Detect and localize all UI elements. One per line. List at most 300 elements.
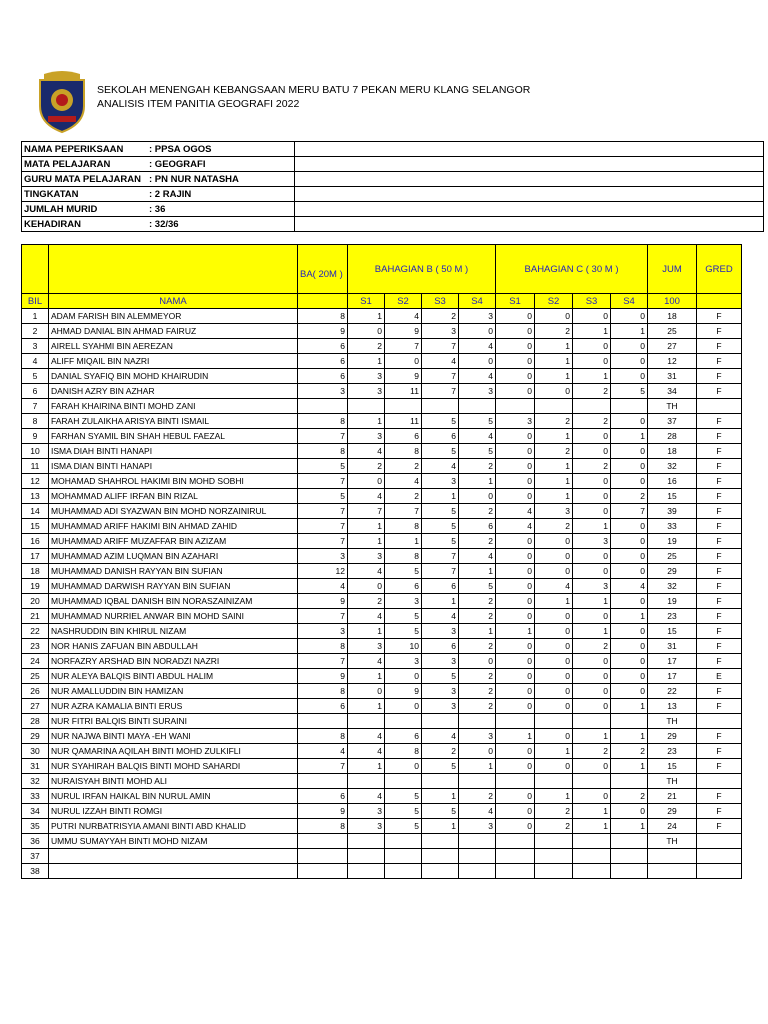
b-s2-cell: 11 (385, 414, 422, 429)
c-s4-cell: 1 (611, 729, 648, 744)
ba-cell: 6 (298, 354, 348, 369)
b-s4-cell: 2 (459, 669, 496, 684)
nama-cell (49, 849, 298, 864)
table-row (22, 774, 742, 789)
c-s2-cell: 1 (535, 459, 573, 474)
c-s4-cell: 0 (611, 414, 648, 429)
gred-cell (697, 864, 742, 879)
table-row (22, 519, 742, 534)
b-s1-cell: 1 (348, 354, 385, 369)
c-s4-cell (611, 714, 648, 729)
c-s2-cell: 2 (535, 414, 573, 429)
bil-cell: 15 (22, 519, 49, 534)
b-s1-cell: 0 (348, 474, 385, 489)
c-s4-cell: 0 (611, 804, 648, 819)
gred-cell (697, 714, 742, 729)
jum-cell: TH (648, 714, 697, 729)
c-s4-cell: 0 (611, 339, 648, 354)
jum-cell: 31 (648, 639, 697, 654)
b-s1-cell: 4 (348, 564, 385, 579)
jum-cell: 32 (648, 579, 697, 594)
b-s2-cell: 10 (385, 639, 422, 654)
c-s2-cell: 3 (535, 504, 573, 519)
nama-cell: NURUL IRFAN HAIKAL BIN NURUL AMIN (49, 789, 298, 804)
attendance-label: KEHADIRAN (24, 218, 81, 230)
jum-cell: 28 (648, 429, 697, 444)
c-s4-header: S4 (611, 294, 648, 309)
b-s4-cell (459, 399, 496, 414)
table-row (22, 399, 742, 414)
b-s1-cell: 4 (348, 444, 385, 459)
bil-cell: 19 (22, 579, 49, 594)
c-s2-cell: 2 (535, 324, 573, 339)
b-s2-cell: 8 (385, 744, 422, 759)
bil-cell: 4 (22, 354, 49, 369)
c-s1-cell: 0 (496, 309, 535, 324)
jum-cell: 17 (648, 654, 697, 669)
nama-header: NAMA (49, 294, 298, 309)
b-s4-cell: 0 (459, 654, 496, 669)
ba-cell: 9 (298, 804, 348, 819)
bil-cell: 1 (22, 309, 49, 324)
b-s1-cell: 4 (348, 654, 385, 669)
jum-cell: 29 (648, 564, 697, 579)
b-s2-cell: 0 (385, 354, 422, 369)
c-s2-cell: 1 (535, 429, 573, 444)
nama-cell: ADAM FARISH BIN ALEMMEYOR (49, 309, 298, 324)
nama-cell: NUR FITRI BALQIS BINTI SURAINI (49, 714, 298, 729)
c-s1-cell: 0 (496, 384, 535, 399)
ba-cell: 7 (298, 759, 348, 774)
c-s2-cell: 0 (535, 534, 573, 549)
b-s1-cell: 4 (348, 609, 385, 624)
b-s3-cell: 6 (422, 579, 459, 594)
b-s3-cell: 7 (422, 564, 459, 579)
table-row (22, 489, 742, 504)
c-s3-cell: 0 (573, 669, 611, 684)
b-s4-cell (459, 714, 496, 729)
nama-cell: FARAH KHAIRINA BINTI MOHD ZANI (49, 399, 298, 414)
ba-cell (298, 714, 348, 729)
c-s2-cell: 2 (535, 444, 573, 459)
ba-cell: 7 (298, 654, 348, 669)
ba-header: BA( 20M ) (298, 245, 348, 294)
b-s1-cell: 3 (348, 804, 385, 819)
c-s1-cell: 0 (496, 459, 535, 474)
b-s1-cell: 3 (348, 819, 385, 834)
b-s3-cell: 3 (422, 654, 459, 669)
b-s1-cell (348, 714, 385, 729)
c-s3-cell: 1 (573, 624, 611, 639)
c-s1-cell (496, 849, 535, 864)
gred-cell: F (697, 684, 742, 699)
gred-cell: F (697, 549, 742, 564)
c-s4-cell: 1 (611, 699, 648, 714)
table-row (22, 699, 742, 714)
c-s2-cell: 0 (535, 549, 573, 564)
b-s3-cell: 1 (422, 789, 459, 804)
bil-cell: 27 (22, 699, 49, 714)
jum-cell: 21 (648, 789, 697, 804)
c-s1-cell: 0 (496, 534, 535, 549)
c-s2-cell: 0 (535, 684, 573, 699)
bil-cell: 16 (22, 534, 49, 549)
b-s3-cell (422, 864, 459, 879)
bil-cell: 20 (22, 594, 49, 609)
gred-cell: F (697, 459, 742, 474)
b-s1-cell (348, 849, 385, 864)
jum-cell: 25 (648, 549, 697, 564)
c-s2-cell: 0 (535, 729, 573, 744)
jum-cell: 32 (648, 459, 697, 474)
c-s2-cell: 1 (535, 474, 573, 489)
b-s4-cell: 2 (459, 534, 496, 549)
nama-cell: NORFAZRY ARSHAD BIN NORADZI NAZRI (49, 654, 298, 669)
class-value: : 2 RAJIN (149, 188, 192, 200)
c-s2-cell: 0 (535, 384, 573, 399)
ba-cell: 7 (298, 609, 348, 624)
jum-cell: 37 (648, 414, 697, 429)
nama-cell: NUR NAJWA BINTI MAYA -EH WANI (49, 729, 298, 744)
b-s3-cell: 4 (422, 459, 459, 474)
c-s3-cell: 1 (573, 804, 611, 819)
b-s1-cell: 1 (348, 624, 385, 639)
b-s2-cell (385, 849, 422, 864)
ba-cell: 8 (298, 414, 348, 429)
nama-cell: FARAH ZULAIKHA ARISYA BINTI ISMAIL (49, 414, 298, 429)
c-s4-cell: 0 (611, 459, 648, 474)
table-row (22, 654, 742, 669)
b-s4-cell: 3 (459, 819, 496, 834)
b-s4-cell: 0 (459, 354, 496, 369)
nama-cell: ISMA DIAH BINTI HANAPI (49, 444, 298, 459)
gred-header: GRED (697, 245, 742, 294)
c-s4-cell: 0 (611, 309, 648, 324)
gred-cell: F (697, 744, 742, 759)
ba-cell: 6 (298, 339, 348, 354)
exam-info-table (21, 141, 764, 232)
c-s1-cell: 0 (496, 684, 535, 699)
c-s4-cell: 0 (611, 354, 648, 369)
jum-cell: 15 (648, 489, 697, 504)
c-s2-cell (535, 714, 573, 729)
ba-cell: 6 (298, 699, 348, 714)
c-s3-cell: 0 (573, 684, 611, 699)
jum-cell: TH (648, 834, 697, 849)
jum-cell: 29 (648, 804, 697, 819)
table-row (22, 744, 742, 759)
c-s4-cell: 0 (611, 684, 648, 699)
c-s1-cell: 0 (496, 369, 535, 384)
c-s3-cell: 1 (573, 324, 611, 339)
b-s3-cell (422, 834, 459, 849)
b-s2-cell: 6 (385, 729, 422, 744)
c-s3-cell: 2 (573, 459, 611, 474)
c-s4-cell: 1 (611, 819, 648, 834)
b-s3-cell: 3 (422, 474, 459, 489)
c-s2-cell: 4 (535, 579, 573, 594)
jum-header: JUM (648, 245, 697, 294)
student-count-label: JUMLAH MURID (24, 203, 98, 215)
gred-cell: F (697, 324, 742, 339)
b-s1-cell: 1 (348, 699, 385, 714)
c-s3-cell: 0 (573, 444, 611, 459)
b-s4-cell: 5 (459, 414, 496, 429)
c-s2-cell: 0 (535, 564, 573, 579)
c-s2-cell: 1 (535, 339, 573, 354)
b-s3-cell: 3 (422, 624, 459, 639)
c-s3-cell: 0 (573, 309, 611, 324)
ba-cell: 8 (298, 309, 348, 324)
b-s1-cell: 2 (348, 459, 385, 474)
bil-cell: 30 (22, 744, 49, 759)
jum-cell: 31 (648, 369, 697, 384)
c-s2-cell: 0 (535, 639, 573, 654)
nama-cell: MUHAMMAD DARWISH RAYYAN BIN SUFIAN (49, 579, 298, 594)
bil-cell: 13 (22, 489, 49, 504)
c-s1-cell: 0 (496, 324, 535, 339)
jum-cell: 23 (648, 609, 697, 624)
b-s4-cell: 4 (459, 339, 496, 354)
bil-cell: 21 (22, 609, 49, 624)
nama-cell: MUHAMMAD ADI SYAZWAN BIN MOHD NORZAINIRUL (49, 504, 298, 519)
bil-cell: 6 (22, 384, 49, 399)
b-s3-cell: 3 (422, 699, 459, 714)
b-s2-cell: 5 (385, 819, 422, 834)
b-s4-cell: 2 (459, 699, 496, 714)
c-s3-cell: 0 (573, 474, 611, 489)
b-s2-cell: 9 (385, 684, 422, 699)
bil-cell: 14 (22, 504, 49, 519)
table-row (22, 564, 742, 579)
b-s1-cell: 0 (348, 324, 385, 339)
table-row (22, 669, 742, 684)
c-s1-cell: 0 (496, 489, 535, 504)
b-s4-cell: 4 (459, 429, 496, 444)
gred-cell: F (697, 699, 742, 714)
c-s1-cell: 0 (496, 744, 535, 759)
b-s1-cell (348, 864, 385, 879)
c-s3-header: S3 (573, 294, 611, 309)
ba-cell: 8 (298, 819, 348, 834)
gred-cell: F (697, 504, 742, 519)
nama-cell: FARHAN SYAMIL BIN SHAH HEBUL FAEZAL (49, 429, 298, 444)
gred-cell: F (697, 579, 742, 594)
table-row (22, 444, 742, 459)
c-s3-cell (573, 774, 611, 789)
student-count-value: : 36 (149, 203, 166, 215)
bil-cell: 10 (22, 444, 49, 459)
table-row (22, 609, 742, 624)
nama-cell: MOHAMAD SHAHROL HAKIMI BIN MOHD SOBHI (49, 474, 298, 489)
table-row (22, 369, 742, 384)
c-s3-cell: 1 (573, 729, 611, 744)
subject-value: : GEOGRAFI (149, 158, 206, 170)
table-row (22, 354, 742, 369)
c-s3-cell: 0 (573, 504, 611, 519)
nama-cell: NURAISYAH BINTI MOHD ALI (49, 774, 298, 789)
b-s2-cell: 2 (385, 459, 422, 474)
jum-cell: 12 (648, 354, 697, 369)
b-s4-cell: 1 (459, 564, 496, 579)
c-s1-cell (496, 864, 535, 879)
table-row (22, 309, 742, 324)
c-s3-cell (573, 399, 611, 414)
c-s3-cell: 1 (573, 819, 611, 834)
ba-cell: 7 (298, 429, 348, 444)
gred-cell: F (697, 474, 742, 489)
ba-cell: 4 (298, 579, 348, 594)
c-s3-cell (573, 834, 611, 849)
b-s3-cell: 7 (422, 549, 459, 564)
total-marks-header: 100 (648, 294, 697, 309)
c-s3-cell: 0 (573, 699, 611, 714)
b-s4-cell: 6 (459, 519, 496, 534)
c-s1-cell (496, 774, 535, 789)
table-row (22, 714, 742, 729)
jum-cell: 16 (648, 474, 697, 489)
bil-cell: 26 (22, 684, 49, 699)
b-s4-cell: 2 (459, 609, 496, 624)
b-s2-cell: 8 (385, 549, 422, 564)
c-s2-cell: 0 (535, 309, 573, 324)
bahagian-c-header: BAHAGIAN C ( 30 M ) (496, 245, 648, 294)
jum-cell: 19 (648, 534, 697, 549)
b-s1-cell: 1 (348, 519, 385, 534)
b-s1-cell: 1 (348, 414, 385, 429)
b-s2-cell: 9 (385, 369, 422, 384)
table-row (22, 414, 742, 429)
bahagian-b-header: BAHAGIAN B ( 50 M ) (348, 245, 496, 294)
b-s2-cell: 3 (385, 654, 422, 669)
gred-cell (697, 399, 742, 414)
b-s4-cell: 3 (459, 729, 496, 744)
c-s4-cell: 0 (611, 564, 648, 579)
ba-cell: 7 (298, 474, 348, 489)
nama-cell: NUR SYAHIRAH BALQIS BINTI MOHD SAHARDI (49, 759, 298, 774)
gred-cell: F (697, 594, 742, 609)
bil-cell: 17 (22, 549, 49, 564)
ba-cell: 9 (298, 669, 348, 684)
b-s3-cell (422, 774, 459, 789)
b-s4-cell: 4 (459, 804, 496, 819)
nama-cell: MUHAMMAD AZIM LUQMAN BIN AZAHARI (49, 549, 298, 564)
b-s3-cell: 7 (422, 369, 459, 384)
b-s2-cell: 4 (385, 309, 422, 324)
c-s4-cell: 1 (611, 324, 648, 339)
b-s2-cell: 5 (385, 789, 422, 804)
b-s3-cell: 5 (422, 504, 459, 519)
c-s4-cell: 5 (611, 384, 648, 399)
c-s2-header: S2 (535, 294, 573, 309)
jum-cell: 24 (648, 819, 697, 834)
b-s4-cell: 1 (459, 474, 496, 489)
gred-cell: F (697, 624, 742, 639)
b-s2-cell: 7 (385, 339, 422, 354)
c-s2-cell: 1 (535, 354, 573, 369)
b-s1-cell: 3 (348, 369, 385, 384)
table-row (22, 324, 742, 339)
nama-cell: NOR HANIS ZAFUAN BIN ABDULLAH (49, 639, 298, 654)
b-s2-cell (385, 834, 422, 849)
b-s4-cell: 4 (459, 549, 496, 564)
gred-cell: F (697, 309, 742, 324)
b-s1-cell: 7 (348, 504, 385, 519)
b-s3-cell (422, 849, 459, 864)
c-s3-cell: 0 (573, 789, 611, 804)
b-s1-cell: 3 (348, 639, 385, 654)
c-s1-cell: 0 (496, 339, 535, 354)
c-s3-cell: 1 (573, 369, 611, 384)
ba-cell (298, 849, 348, 864)
gred-cell: F (697, 519, 742, 534)
nama-cell: MOHAMMAD ALIFF IRFAN BIN RIZAL (49, 489, 298, 504)
gred-cell (697, 834, 742, 849)
c-s2-cell: 1 (535, 744, 573, 759)
ba-cell: 5 (298, 459, 348, 474)
b-s4-header: S4 (459, 294, 496, 309)
c-s1-cell: 0 (496, 579, 535, 594)
bil-cell: 22 (22, 624, 49, 639)
c-s4-cell (611, 834, 648, 849)
gred-cell: F (697, 354, 742, 369)
c-s4-cell: 0 (611, 594, 648, 609)
gred-cell (697, 849, 742, 864)
c-s1-cell: 3 (496, 414, 535, 429)
ba-cell: 6 (298, 369, 348, 384)
table-row (22, 729, 742, 744)
c-s1-cell: 0 (496, 354, 535, 369)
ba-cell: 7 (298, 519, 348, 534)
ba-cell: 9 (298, 324, 348, 339)
c-s2-cell (535, 399, 573, 414)
c-s2-cell: 2 (535, 804, 573, 819)
school-crest-logo (34, 70, 90, 134)
b-s2-cell (385, 714, 422, 729)
jum-cell: 15 (648, 759, 697, 774)
jum-cell: TH (648, 774, 697, 789)
nama-cell: NUR QAMARINA AQILAH BINTI MOHD ZULKIFLI (49, 744, 298, 759)
b-s4-cell: 1 (459, 624, 496, 639)
b-s3-cell: 5 (422, 444, 459, 459)
table-row (22, 384, 742, 399)
c-s1-cell: 0 (496, 429, 535, 444)
gred-cell: F (697, 759, 742, 774)
gred-cell: E (697, 669, 742, 684)
c-s1-cell: 0 (496, 639, 535, 654)
b-s3-cell: 4 (422, 609, 459, 624)
bil-cell: 18 (22, 564, 49, 579)
table-row (22, 579, 742, 594)
gred-cell: F (697, 564, 742, 579)
table-row (22, 624, 742, 639)
c-s4-cell: 0 (611, 444, 648, 459)
nama-cell: MUHAMMAD ARIFF HAKIMI BIN AHMAD ZAHID (49, 519, 298, 534)
bil-cell: 28 (22, 714, 49, 729)
nama-cell: MUHAMMAD IQBAL DANISH BIN NORASZAINIZAM (49, 594, 298, 609)
c-s4-cell: 0 (611, 474, 648, 489)
table-row (22, 639, 742, 654)
ba-cell: 7 (298, 534, 348, 549)
ba-cell: 8 (298, 639, 348, 654)
nama-cell (49, 864, 298, 879)
b-s2-cell: 0 (385, 699, 422, 714)
b-s1-cell (348, 834, 385, 849)
attendance-value: : 32/36 (149, 218, 179, 230)
report-title: ANALISIS ITEM PANITIA GEOGRAFI 2022 (97, 98, 300, 110)
nama-cell: MUHAMMAD NURRIEL ANWAR BIN MOHD SAINI (49, 609, 298, 624)
bil-cell: 5 (22, 369, 49, 384)
